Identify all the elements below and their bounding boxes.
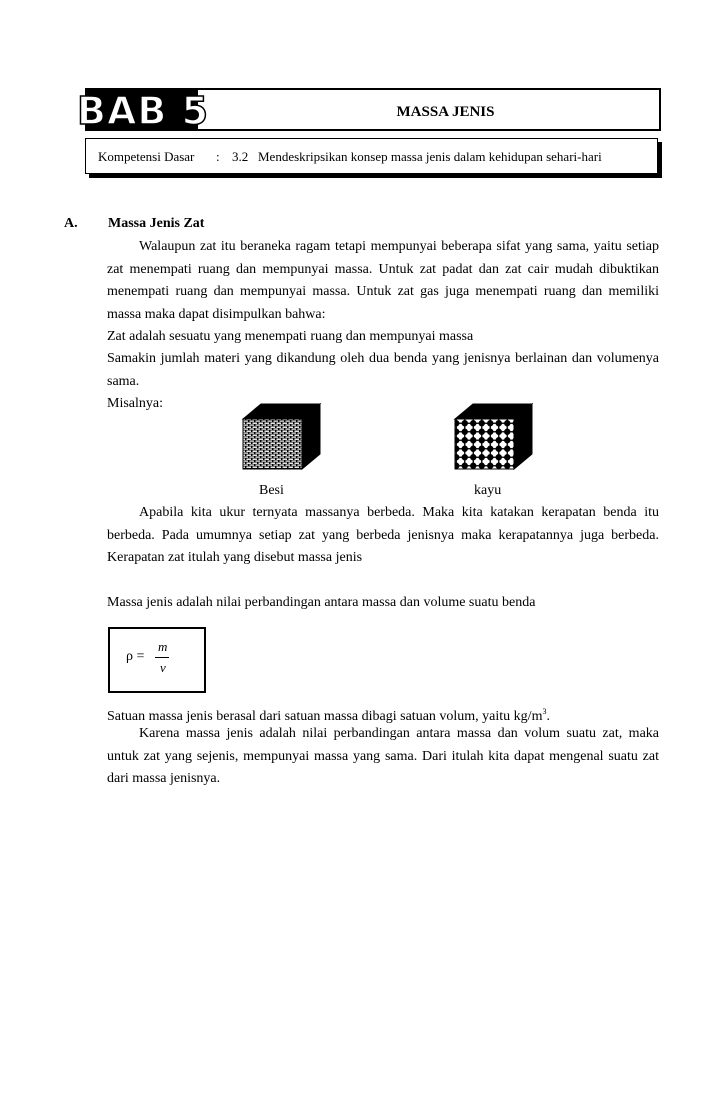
section-heading [64,214,204,234]
wood-cube-illustration [452,402,534,472]
section-title: Massa Jenis Zat [108,216,205,231]
formula-numerator: m [158,639,168,654]
competency-separator: : [216,149,220,164]
chapter-label-graphic [76,88,210,133]
chapter-title: MASSA JENIS [396,104,495,120]
competency-text: Mendeskripsikan konsep massa jenis dalam kehidupan sehari-hari [258,149,602,164]
paragraph-density: Apabila kita ukur ternyata massanya berbeda. Maka kita katakan kerapatan benda itu berbeda. Pada umumnya setiap zat yang berbeda jenisnya maka kerapatannya juga berbeda. Kerapatan zat itulah yang disebut massa jenis [107,505,659,565]
formula-fraction-bar [155,657,169,658]
formula-denominator: v [160,660,166,675]
competency-row [98,148,602,166]
section-number: A. [64,216,78,231]
caption-wood: kayu [474,483,502,498]
unit-exponent: 3 [542,707,547,716]
formula-box [108,627,206,693]
competency-number: 3.2 [232,149,249,164]
formula-lhs: ρ = [126,649,145,664]
competency-label: Kompetensi Dasar [98,149,195,164]
samakin-line: Samakin jumlah materi yang dikandung oleh dua benda yang jenisnya berlainan dan volumenya sama. [107,351,659,389]
iron-cube-illustration [240,402,322,472]
unit-text: Satuan massa jenis berasal dari satuan massa dibagi satuan volum, yaitu kg/m [107,709,543,724]
misalnya-line: Misalnya: [107,396,163,411]
paragraph-conclusion: Karena massa jenis adalah nilai perbandingan antara massa dan volum suatu zat, maka untuk zat yang sejenis, mempunyai massa yang sama. Dari itulah kita dapat mengenal suatu zat dari massa jenisnya. [107,726,659,786]
unit-period: . [546,709,550,724]
definition-line: Zat adalah sesuatu yang menempati ruang dan mempunyai massa [107,329,474,344]
caption-iron: Besi [259,483,284,498]
chapter-label: BAB 5 [76,89,210,133]
paragraph-intro: Walaupun zat itu beraneka ragam tetapi mempunyai beberapa sifat yang sama, yaitu setiap zat menempati ruang dan mempunyai massa. Untuk zat padat dan zat cair mudah dibuktikan menempati ruang dan mempunyai massa. Untuk zat gas juga menempati ruang dan memiliki massa maka dapat disimpulkan bahwa: [107,239,659,322]
massa-jenis-definition: Massa jenis adalah nilai perbandingan antara massa dan volume suatu benda [107,595,536,610]
